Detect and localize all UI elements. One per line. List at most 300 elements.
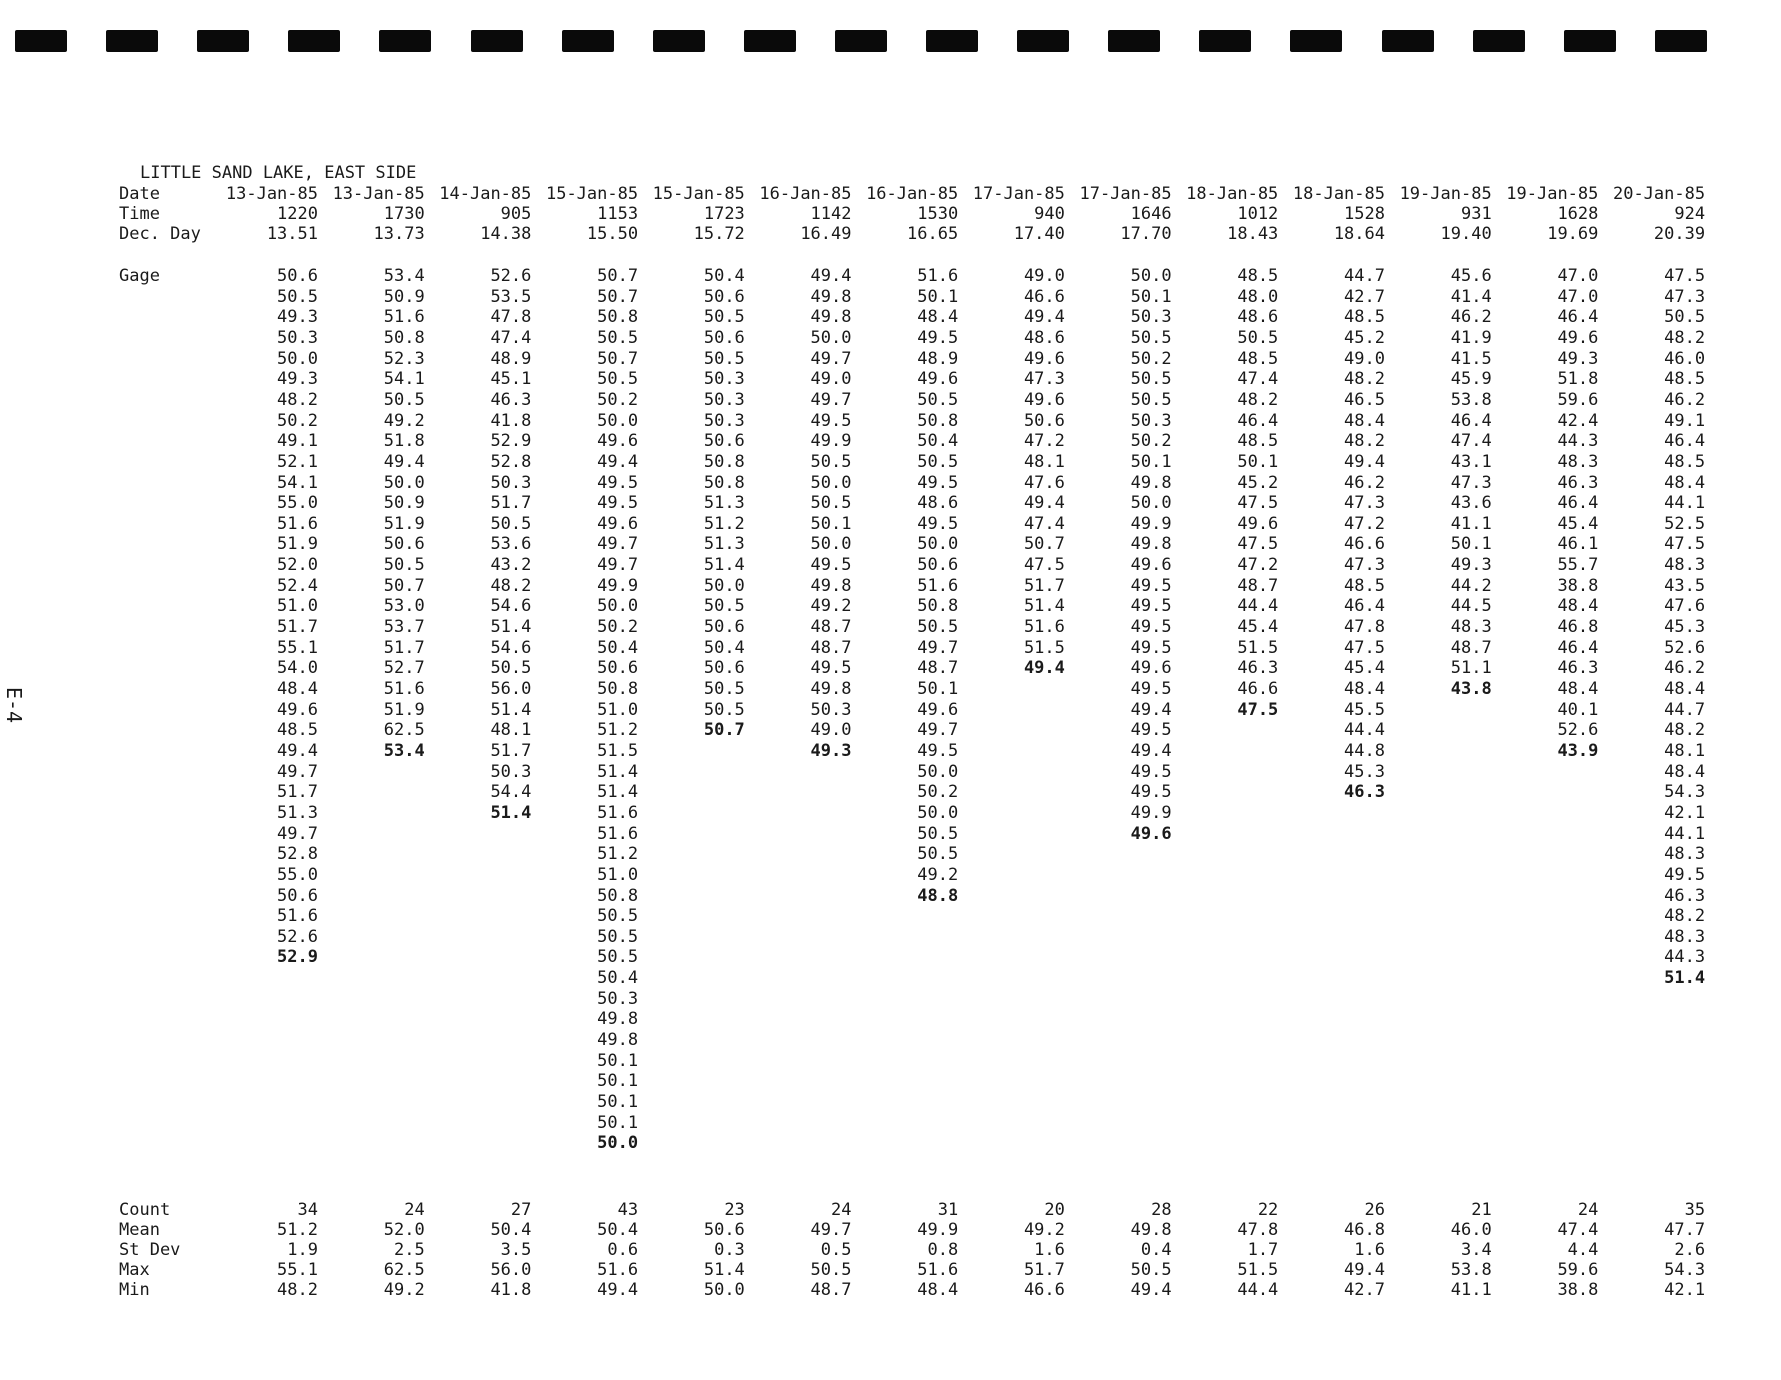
gage-reading: 50.4 [917, 431, 959, 451]
stat-min: 49.2 [383, 1280, 425, 1300]
gage-reading: 47.3 [1023, 369, 1065, 389]
stat-min: 42.1 [1664, 1280, 1706, 1300]
gage-reading: 51.5 [597, 741, 639, 761]
gage-reading: 44.4 [1344, 720, 1385, 740]
stat-max: 51.6 [597, 1260, 639, 1280]
punch-hole [1199, 30, 1251, 52]
column-time: 931 [1460, 204, 1492, 224]
gage-reading: 47.3 [1450, 473, 1492, 493]
gage-reading: 53.8 [1450, 390, 1492, 410]
gage-reading: 44.5 [1450, 596, 1492, 616]
gage-reading: 49.4 [1344, 452, 1385, 472]
gage-reading: 54.0 [277, 658, 318, 678]
gage-reading: 50.3 [703, 411, 745, 431]
gage-reading: 49.0 [1023, 266, 1065, 286]
stat-count: 28 [1151, 1200, 1172, 1220]
stat-max: 59.6 [1557, 1260, 1599, 1280]
row-label-date: Date [119, 184, 160, 204]
column-dec-day: 19.69 [1547, 224, 1599, 244]
gage-reading: 49.1 [1664, 411, 1706, 431]
gage-reading: 47.4 [1450, 431, 1492, 451]
gage-reading: 45.9 [1450, 369, 1492, 389]
gage-reading: 52.9 [490, 431, 532, 451]
gage-reading: 45.2 [1344, 328, 1385, 348]
gage-reading: 49.9 [1130, 514, 1172, 534]
gage-reading: 46.2 [1664, 658, 1706, 678]
gage-reading: 50.0 [917, 762, 959, 782]
gage-reading: 49.9 [810, 431, 852, 451]
gage-reading: 43.9 [1557, 741, 1599, 761]
gage-reading: 47.3 [1344, 555, 1385, 575]
gage-reading: 49.5 [1130, 576, 1172, 596]
gage-reading: 40.1 [1557, 700, 1599, 720]
gage-reading: 51.4 [1664, 968, 1706, 988]
column-time: 905 [500, 204, 532, 224]
gage-reading: 53.5 [490, 287, 532, 307]
gage-reading: 50.1 [597, 1113, 639, 1133]
gage-reading: 50.0 [597, 411, 639, 431]
stat-count: 35 [1684, 1200, 1706, 1220]
column-dec-day: 15.72 [693, 224, 745, 244]
gage-reading: 48.4 [1344, 679, 1385, 699]
gage-reading: 49.6 [917, 369, 959, 389]
gage-reading: 51.2 [597, 844, 639, 864]
gage-reading: 49.0 [1344, 349, 1385, 369]
column-dec-day: 14.38 [480, 224, 532, 244]
gage-reading: 48.0 [1237, 287, 1279, 307]
gage-reading: 48.1 [1023, 452, 1065, 472]
stat-mean: 50.4 [597, 1220, 639, 1240]
column-date: 19-Jan-85 [1506, 184, 1599, 204]
gage-reading: 54.1 [383, 369, 425, 389]
gage-reading: 50.6 [383, 534, 425, 554]
gage-reading: 48.6 [1023, 328, 1065, 348]
gage-reading: 47.0 [1557, 266, 1599, 286]
row-label-time: Time [119, 204, 160, 224]
gage-reading: 48.4 [1344, 411, 1385, 431]
gage-reading: 51.6 [277, 514, 318, 534]
gage-reading: 46.4 [1664, 431, 1706, 451]
gage-reading: 50.5 [703, 700, 745, 720]
punch-hole [197, 30, 249, 52]
gage-reading: 48.5 [1237, 349, 1279, 369]
gage-reading: 50.5 [597, 906, 639, 926]
stat-min: 50.0 [703, 1280, 745, 1300]
gage-reading: 51.4 [1023, 596, 1065, 616]
stat-st-dev: 2.5 [393, 1240, 425, 1260]
gage-reading: 46.8 [1557, 617, 1599, 637]
gage-reading: 48.3 [1664, 844, 1706, 864]
column-dec-day: 18.43 [1227, 224, 1279, 244]
stat-max: 51.5 [1237, 1260, 1279, 1280]
stat-count: 24 [404, 1200, 425, 1220]
gage-reading: 50.5 [703, 679, 745, 699]
stat-count: 26 [1364, 1200, 1385, 1220]
gage-reading: 50.6 [597, 658, 639, 678]
gage-reading: 50.0 [810, 534, 852, 554]
stat-mean: 50.4 [490, 1220, 532, 1240]
gage-reading: 48.2 [490, 576, 532, 596]
gage-reading: 50.7 [383, 576, 425, 596]
gage-reading: 46.3 [1344, 782, 1385, 802]
gage-reading: 45.4 [1344, 658, 1385, 678]
gage-reading: 59.6 [1557, 390, 1599, 410]
stat-min: 48.7 [810, 1280, 852, 1300]
gage-reading: 50.6 [703, 287, 745, 307]
gage-reading: 50.1 [917, 287, 959, 307]
gage-reading: 48.3 [1557, 452, 1599, 472]
gage-reading: 47.5 [1664, 266, 1706, 286]
gage-reading: 50.5 [1237, 328, 1279, 348]
gage-reading: 50.5 [810, 452, 852, 472]
gage-reading: 49.7 [597, 534, 639, 554]
gage-reading: 47.5 [1344, 638, 1385, 658]
stat-st-dev: 1.7 [1247, 1240, 1279, 1260]
gage-reading: 49.7 [917, 638, 959, 658]
gage-reading: 50.4 [597, 638, 639, 658]
stat-st-dev: 4.4 [1567, 1240, 1599, 1260]
stat-st-dev: 0.5 [820, 1240, 852, 1260]
punch-hole [1108, 30, 1160, 52]
gage-reading: 52.0 [277, 555, 318, 575]
punch-hole [1655, 30, 1707, 52]
gage-reading: 50.7 [1023, 534, 1065, 554]
gage-reading: 51.3 [277, 803, 318, 823]
gage-reading: 49.4 [1130, 741, 1172, 761]
gage-reading: 49.6 [1557, 328, 1599, 348]
gage-reading: 47.2 [1237, 555, 1279, 575]
gage-reading: 51.6 [383, 307, 425, 327]
gage-reading: 49.6 [1130, 824, 1172, 844]
gage-reading: 47.0 [1557, 287, 1599, 307]
gage-reading: 50.8 [917, 596, 959, 616]
gage-reading: 49.7 [597, 555, 639, 575]
stat-max: 50.5 [1130, 1260, 1172, 1280]
stat-count: 23 [724, 1200, 745, 1220]
gage-reading: 50.0 [277, 349, 318, 369]
gage-reading: 48.2 [1664, 906, 1706, 926]
gage-reading: 44.3 [1557, 431, 1599, 451]
gage-reading: 50.4 [703, 638, 745, 658]
stat-st-dev: 0.8 [927, 1240, 959, 1260]
column-dec-day: 13.73 [373, 224, 425, 244]
gage-reading: 50.7 [597, 349, 639, 369]
stat-st-dev: 1.9 [287, 1240, 318, 1260]
gage-reading: 50.1 [597, 1051, 639, 1071]
gage-reading: 51.3 [703, 534, 745, 554]
column-dec-day: 17.40 [1013, 224, 1065, 244]
row-label-min: Min [119, 1280, 150, 1300]
gage-reading: 43.6 [1450, 493, 1492, 513]
gage-reading: 46.3 [1557, 473, 1599, 493]
stat-max: 56.0 [490, 1260, 532, 1280]
gage-reading: 47.4 [1023, 514, 1065, 534]
gage-reading: 45.4 [1557, 514, 1599, 534]
gage-reading: 50.3 [1130, 307, 1172, 327]
gage-reading: 50.0 [917, 534, 959, 554]
gage-reading: 47.8 [490, 307, 532, 327]
stat-max: 54.3 [1664, 1260, 1706, 1280]
gage-reading: 50.5 [597, 328, 639, 348]
stat-mean: 46.0 [1450, 1220, 1492, 1240]
gage-reading: 50.8 [597, 307, 639, 327]
punch-hole [562, 30, 614, 52]
gage-reading: 50.1 [1237, 452, 1279, 472]
gage-reading: 49.8 [1130, 473, 1172, 493]
gage-reading: 48.7 [1450, 638, 1492, 658]
gage-reading: 49.2 [917, 865, 959, 885]
gage-reading: 51.6 [1023, 617, 1065, 637]
gage-reading: 49.3 [277, 369, 318, 389]
gage-reading: 47.5 [1237, 534, 1279, 554]
stat-max: 51.6 [917, 1260, 959, 1280]
column-date: 13-Jan-85 [332, 184, 425, 204]
stat-mean: 49.9 [917, 1220, 959, 1240]
gage-reading: 46.2 [1664, 390, 1706, 410]
gage-reading: 51.4 [597, 762, 639, 782]
punch-hole [1017, 30, 1069, 52]
gage-reading: 49.7 [277, 762, 318, 782]
gage-reading: 51.3 [703, 493, 745, 513]
stat-mean: 47.7 [1664, 1220, 1706, 1240]
gage-reading: 49.7 [277, 824, 318, 844]
gage-reading: 49.6 [277, 700, 318, 720]
gage-reading: 46.3 [490, 390, 532, 410]
gage-reading: 46.6 [1237, 679, 1279, 699]
gage-reading: 52.1 [277, 452, 318, 472]
punch-hole [835, 30, 887, 52]
gage-reading: 49.2 [810, 596, 852, 616]
stat-max: 51.7 [1023, 1260, 1065, 1280]
stat-st-dev: 0.6 [607, 1240, 639, 1260]
gage-reading: 48.4 [1557, 679, 1599, 699]
gage-reading: 47.4 [1237, 369, 1279, 389]
stat-count: 20 [1044, 1200, 1065, 1220]
gage-reading: 48.5 [1344, 307, 1385, 327]
gage-reading: 45.3 [1664, 617, 1706, 637]
gage-reading: 49.5 [1664, 865, 1706, 885]
gage-reading: 48.5 [1344, 576, 1385, 596]
gage-reading: 49.8 [810, 679, 852, 699]
gage-reading: 51.6 [597, 824, 639, 844]
stat-mean: 49.2 [1023, 1220, 1065, 1240]
gage-reading: 50.0 [810, 473, 852, 493]
gage-reading: 50.2 [597, 390, 639, 410]
gage-reading: 48.2 [1344, 369, 1385, 389]
stat-max: 49.4 [1344, 1260, 1385, 1280]
stat-mean: 52.0 [383, 1220, 425, 1240]
punch-hole [288, 30, 340, 52]
column-time: 1628 [1557, 204, 1599, 224]
gage-reading: 52.6 [490, 266, 532, 286]
gage-reading: 49.3 [1557, 349, 1599, 369]
gage-reading: 50.5 [490, 514, 532, 534]
gage-reading: 43.1 [1450, 452, 1492, 472]
gage-reading: 49.4 [1023, 493, 1065, 513]
gage-reading: 51.6 [917, 266, 959, 286]
gage-reading: 50.8 [703, 452, 745, 472]
gage-reading: 38.8 [1557, 576, 1599, 596]
column-dec-day: 13.51 [266, 224, 318, 244]
gage-reading: 52.5 [1664, 514, 1706, 534]
gage-reading: 48.4 [1664, 762, 1706, 782]
gage-reading: 47.6 [1023, 473, 1065, 493]
punch-hole [379, 30, 431, 52]
gage-reading: 50.2 [277, 411, 318, 431]
gage-reading: 50.5 [277, 287, 318, 307]
column-time: 1646 [1130, 204, 1172, 224]
gage-reading: 49.9 [1130, 803, 1172, 823]
column-dec-day: 18.64 [1333, 224, 1385, 244]
gage-reading: 50.6 [703, 328, 745, 348]
gage-reading: 50.7 [597, 287, 639, 307]
gage-reading: 43.8 [1450, 679, 1492, 699]
stat-mean: 49.8 [1130, 1220, 1172, 1240]
gage-reading: 49.5 [810, 411, 852, 431]
stat-min: 48.2 [277, 1280, 318, 1300]
gage-reading: 50.9 [383, 493, 425, 513]
stat-max: 62.5 [383, 1260, 425, 1280]
column-time: 1723 [703, 204, 745, 224]
gage-reading: 49.4 [383, 452, 425, 472]
stat-st-dev: 3.4 [1460, 1240, 1492, 1260]
gage-reading: 51.9 [277, 534, 318, 554]
gage-reading: 50.0 [917, 803, 959, 823]
gage-reading: 50.5 [1664, 307, 1706, 327]
gage-reading: 50.1 [810, 514, 852, 534]
gage-reading: 50.8 [597, 886, 639, 906]
gage-reading: 48.1 [1664, 741, 1706, 761]
gage-reading: 52.4 [277, 576, 318, 596]
gage-reading: 47.5 [1664, 534, 1706, 554]
gage-reading: 55.0 [277, 865, 318, 885]
gage-reading: 45.5 [1344, 700, 1385, 720]
gage-reading: 44.2 [1450, 576, 1492, 596]
gage-reading: 50.6 [703, 658, 745, 678]
stat-max: 50.5 [810, 1260, 852, 1280]
column-date: 15-Jan-85 [652, 184, 745, 204]
gage-reading: 49.5 [917, 473, 959, 493]
gage-reading: 51.8 [1557, 369, 1599, 389]
gage-reading: 50.3 [703, 390, 745, 410]
gage-reading: 50.5 [810, 493, 852, 513]
stat-count: 22 [1257, 1200, 1279, 1220]
stat-count: 21 [1471, 1200, 1492, 1220]
gage-reading: 48.7 [917, 658, 959, 678]
gage-reading: 43.2 [490, 555, 532, 575]
gage-reading: 53.0 [383, 596, 425, 616]
gage-reading: 50.7 [703, 720, 745, 740]
column-date: 16-Jan-85 [759, 184, 852, 204]
gage-reading: 43.5 [1664, 576, 1706, 596]
column-date: 17-Jan-85 [972, 184, 1065, 204]
gage-reading: 46.1 [1557, 534, 1599, 554]
gage-reading: 50.5 [703, 596, 745, 616]
stat-count: 24 [831, 1200, 852, 1220]
gage-reading: 50.2 [1130, 349, 1172, 369]
gage-reading: 47.3 [1664, 287, 1706, 307]
gage-reading: 48.4 [1664, 679, 1706, 699]
gage-reading: 47.5 [1237, 700, 1279, 720]
punch-hole [1290, 30, 1342, 52]
stat-max: 51.4 [703, 1260, 745, 1280]
gage-reading: 50.6 [277, 266, 318, 286]
punch-hole [106, 30, 158, 52]
gage-reading: 50.5 [917, 824, 959, 844]
row-label-mean: Mean [119, 1220, 160, 1240]
gage-reading: 46.4 [1450, 411, 1492, 431]
gage-reading: 50.6 [277, 886, 318, 906]
gage-reading: 50.5 [917, 844, 959, 864]
column-date: 15-Jan-85 [545, 184, 639, 204]
column-dec-day: 16.65 [907, 224, 959, 244]
gage-reading: 54.3 [1664, 782, 1706, 802]
gage-reading: 49.8 [597, 1009, 639, 1029]
column-date: 14-Jan-85 [439, 184, 532, 204]
gage-reading: 49.6 [597, 431, 639, 451]
gage-reading: 41.9 [1450, 328, 1492, 348]
column-date: 13-Jan-85 [225, 184, 318, 204]
gage-reading: 50.3 [597, 989, 639, 1009]
gage-reading: 50.9 [383, 287, 425, 307]
gage-reading: 50.7 [597, 266, 639, 286]
column-time: 1530 [917, 204, 959, 224]
gage-reading: 48.7 [810, 617, 852, 637]
gage-reading: 48.5 [1237, 266, 1279, 286]
gage-reading: 49.8 [1130, 534, 1172, 554]
gage-reading: 50.5 [597, 947, 639, 967]
gage-reading: 48.3 [1664, 555, 1706, 575]
gage-reading: 50.5 [1130, 369, 1172, 389]
gage-reading: 48.4 [917, 307, 959, 327]
gage-reading: 51.4 [490, 700, 532, 720]
row-label-dec-day: Dec. Day [119, 224, 201, 244]
gage-reading: 49.4 [1023, 307, 1065, 327]
gage-reading: 42.1 [1664, 803, 1706, 823]
gage-reading: 50.0 [810, 328, 852, 348]
gage-reading: 47.3 [1344, 493, 1385, 513]
column-date: 18-Jan-85 [1292, 184, 1385, 204]
gage-reading: 50.6 [703, 431, 745, 451]
gage-reading: 46.4 [1557, 493, 1599, 513]
gage-reading: 51.9 [383, 514, 425, 534]
gage-reading: 44.1 [1664, 493, 1706, 513]
gage-reading: 50.3 [810, 700, 852, 720]
gage-reading: 49.5 [1130, 782, 1172, 802]
gage-reading: 49.6 [1237, 514, 1279, 534]
gage-reading: 48.3 [1664, 927, 1706, 947]
gage-reading: 50.1 [917, 679, 959, 699]
gage-reading: 48.2 [1344, 431, 1385, 451]
gage-reading: 52.6 [1664, 638, 1706, 658]
gage-reading: 47.4 [490, 328, 532, 348]
gage-reading: 50.2 [597, 617, 639, 637]
gage-reading: 54.1 [277, 473, 318, 493]
stat-st-dev: 3.5 [500, 1240, 532, 1260]
gage-reading: 49.5 [917, 514, 959, 534]
gage-reading: 46.3 [1237, 658, 1279, 678]
gage-reading: 50.2 [917, 782, 959, 802]
gage-reading: 49.6 [597, 514, 639, 534]
gage-reading: 51.9 [383, 700, 425, 720]
gage-reading: 44.1 [1664, 824, 1706, 844]
stat-min: 49.4 [597, 1280, 639, 1300]
stat-min: 42.7 [1344, 1280, 1385, 1300]
gage-reading: 49.8 [810, 307, 852, 327]
gage-reading: 48.2 [1664, 328, 1706, 348]
gage-reading: 52.9 [277, 947, 318, 967]
punch-hole [1473, 30, 1525, 52]
